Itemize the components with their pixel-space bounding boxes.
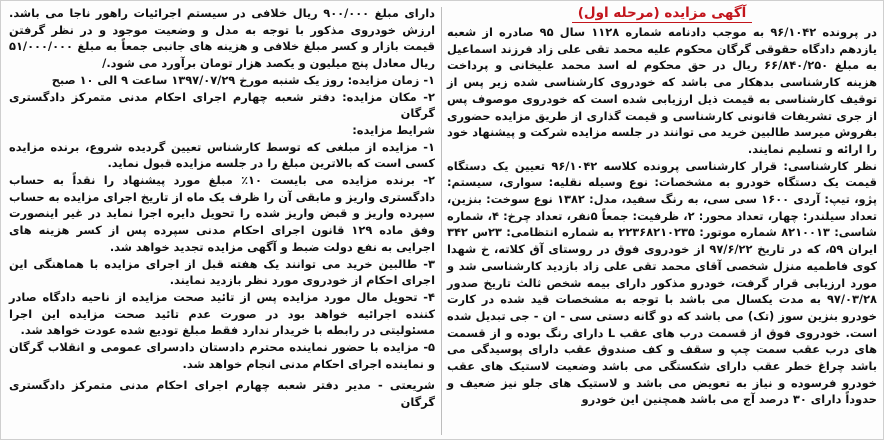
column-divider	[441, 7, 442, 435]
condition-3: ۳- طالبین خرید می توانند یک هفته قبل از اجرای مزایده با هماهنگی این اجرای احکام از خودروی مورد نظر بازدید نمایند.	[9, 256, 435, 288]
condition-2: ۲- برنده مزایده می بایست ۱۰٪ مبلغ مورد پیشنهاد را نقداً به حساب دادگستری واریز و مابقی آن را ظرف یک ماه از تاریخ اجرای مزایده به حساب سپرده واریز و قبض واریز شده را تحویل دایره اجرا نماید در غیر اینصورت وفق ماده ۱۲۹ قانون اجرای احکام مدنی سپرده پس از کسر هزینه های اجرایی به نفع دولت ضبط و آگهی مزایده تجدید خواهد شد.	[9, 173, 436, 254]
auction-place: ۲- مکان مزایده: دفتر شعبه چهارم اجرای احکام مدنی متمرکز دادگستری گرگان	[9, 89, 435, 121]
right-column	[447, 5, 877, 408]
condition-1: ۱- مزایده از مبلغی که توسط کارشناس تعیین گردیده شروع، برنده مزایده کسی است که بالاترین مبلغ را در جلسه مزایده قبول نماید.	[9, 139, 435, 171]
intro-paragraph: در پرونده ۹۶/۱۰۴۲ به موجب دادنامه شماره ۱۱۲۸ سال ۹۵ صادره از شعبه یازدهم دادگاه حقوقی گرگان محکوم علیه محمد تقی علی زاد فرزند اسماعیل به مبلغ ۶۶/۸۴۰/۲۵۰ ریال در حق محکوم له اسد محمد علیخانی و پرداخت هزینه کارشناسی بدهکار می باشد که خودروی کارشناسی شده زیر پس از توقیف کارشناسی به قیمت ذیل ارزیابی شده است که خودروی موصوف پس از جری تشریفات قانونی کارشناسی و قیمت گذاری از طریق مزایده حضوری بفروش میرسد طالبین خرید می توانند در جلسه مزایده شرکت و پیشنهاد خود را ارائه و تسلیم نمایند.	[447, 25, 878, 156]
valuation-paragraph: دارای مبلغ ۹۰۰/۰۰۰ ریال خلافی در سیستم اجرائیات راهور ناجا می باشد. ارزش خودروی مذکور با توجه به مدل و وضعیت موجود و در نظر گرفتن قیمت بازار و کسر مبلغ خلافی و هزینه های جانبی جمعاً به مبلغ ۵۱/۰۰۰/۰۰۰ ریال معادل پنج میلیون و یکصد هزار تومان برآورد می شود./	[9, 6, 435, 71]
notice-title: آگهی مزایده (مرحله اول)	[572, 5, 753, 23]
condition-5: ۵- مزایده با حضور نماینده محترم دادستان دادسرای عمومی و انقلاب گرگان و نماینده اجرای احکام مدنی انجام خواهد شد.	[9, 340, 435, 371]
title-box	[447, 5, 877, 23]
expert-opinion-paragraph: نظر کارشناسی: قرار کارشناسی پرونده کلاسه ۹۶/۱۰۴۲ تعیین یک دستگاه قیمت یک دستگاه خودرو به مشخصات: نوع وسیله نقلیه: سواری، سیستم: پژو، تیپ: آردی ۱۶۰۰ سی سی، به رنگ سفید، مدل: ۱۳۸۲ نوع سوخت: بنزین، تعداد سیلندر: چهار، تعداد محور: ۲، ظرفیت: جمعاً ۵نفر، تعداد چرخ: ۴، شماره شاسی: ۸۲۱۰۰۱۳ شماره موتور: ۲۲۳۶۸۲۱۰۲۳۵ به شماره انتظامی: ۲۳س ۳۴۲ ایران ۵۹، که در تاریخ ۹۷/۶/۲۲ از خودروی فوق در روستای آق کلاته، خ شهدا کوی فاطمیه منزل شخصی آقای محمد تقی علی زاد بازدید کارشناسی شد و مورد ارزیابی قرار گرفت، خودرو مذکور دارای بیمه شخص ثالث تاریخ صدور ۹۷/۰۳/۲۸ به مدت یکسال می باشد با توجه به مشخصات قید شده در کارت خودرو بنزین سوز (تک) می باشد که دو گانه دستی سی - ان - جی تبدیل شده است. خودروی فوق از قسمت درب های عقب L دارای رنگ بوده و از قسمت های درب عقب سمت چپ و سقف و کف صندوق عقب دارای پوسیدگی می باشد چراغ خطر عقب دارای شکستگی می باشد وضعیت لاستیک های عقب خودرو فرسوده و نیاز به تعویض می باشد و لاستیک های جلو نیز ضعیف و حدوداً دارای ۳۰ درصد آج می باشد همچنین این خودرو	[447, 158, 878, 407]
condition-4: ۴- تحویل مال مورد مزایده پس از تائید صحت مزایده از ناحیه دادگاه صادر کننده اجرائیه خواهد بود در صورت عدم تائید صحت مزایده این اجرا مسئولیتی در رابطه با خریدار ندارد فقط مبلغ تودیع شده عودت خواهد شد.	[9, 289, 435, 338]
signature: شریعتی - مدیر دفتر شعبه چهارم اجرای احکام مدنی متمرکز دادگستری گرگان	[9, 378, 435, 410]
conditions-heading: شرایط مزایده:	[352, 122, 435, 137]
auction-time: ۱- زمان مزایده: روز یک شنبه مورخ ۱۳۹۷/۰۷/۲۹ ساعت ۹ الی ۱۰ صبح	[51, 72, 435, 87]
left-column	[9, 5, 435, 411]
